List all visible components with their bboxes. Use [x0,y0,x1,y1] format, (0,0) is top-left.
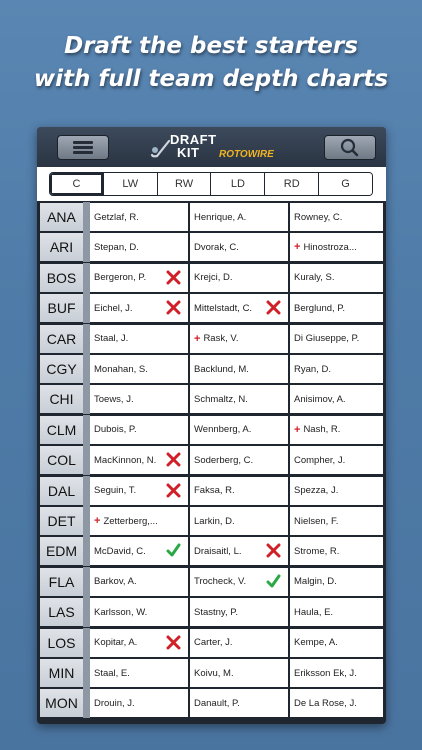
team-label[interactable]: ANA [40,203,83,231]
player-name: Wennberg, A. [194,424,252,436]
player-name: Henrique, A. [194,211,247,223]
player-cell[interactable] [290,294,383,322]
row-divider [83,384,90,414]
player-name: Zetterberg,... [103,515,158,527]
player-cell[interactable] [190,659,288,687]
team-label[interactable]: BOS [40,264,83,292]
row-divider [83,628,90,658]
player-cell[interactable] [90,385,188,413]
row-divider [83,658,90,688]
my-pick-check-icon [266,574,281,589]
team-row-los [37,628,386,657]
player-cell[interactable] [290,416,383,444]
player-cell[interactable] [190,477,288,505]
player-name: Barkov, A. [94,576,137,588]
player-cell[interactable] [290,385,383,413]
team-label[interactable]: MIN [40,659,83,687]
player-cell[interactable] [90,629,188,657]
row-divider [83,536,90,566]
player-name: Danault, P. [194,697,240,709]
player-name: Anisimov, A. [294,393,346,405]
player-cell[interactable] [190,416,288,444]
drafted-x-icon [166,483,181,498]
team-row-dal [37,476,386,505]
player-cell[interactable] [290,355,383,383]
player-name: Soderberg, C. [194,454,254,466]
player-name: Eichel, J. [94,302,133,314]
player-name: De La Rose, J. [294,697,357,709]
row-divider [83,506,90,536]
logo-brand-text: ROTOWIRE [219,149,274,160]
team-row-mon [37,688,386,717]
row-divider [83,445,90,475]
tab-g[interactable]: G [318,173,372,195]
player-name: Spezza, J. [294,485,339,497]
player-name: Koivu, M. [194,667,234,679]
team-label[interactable]: LAS [40,598,83,626]
player-cell[interactable] [90,355,188,383]
player-cell[interactable] [90,446,188,474]
player-name: Krejci, D. [194,272,233,284]
row-divider [83,597,90,627]
player-name: Kempe, A. [294,637,338,649]
team-row-las [37,597,386,626]
team-label[interactable]: ARI [40,233,83,261]
player-name: Dubois, P. [94,424,137,436]
player-name: Schmaltz, N. [194,393,248,405]
player-name: Larkin, D. [194,515,235,527]
player-name: Staal, E. [94,667,130,679]
drafted-x-icon [166,635,181,650]
team-row-clm [37,415,386,444]
player-cell[interactable] [190,507,288,535]
team-row-buf [37,293,386,322]
player-cell[interactable] [290,446,383,474]
player-cell[interactable] [90,537,188,565]
row-divider [83,293,90,323]
player-cell[interactable] [290,537,383,565]
player-name: Rowney, C. [294,211,343,223]
injury-plus-icon: + [294,241,301,254]
player-cell[interactable] [90,568,188,596]
team-label[interactable]: CAR [40,325,83,353]
player-cell[interactable] [90,689,188,717]
player-name: McDavid, C. [94,545,146,557]
player-cell[interactable] [90,659,188,687]
player-name: Bergeron, P. [94,272,147,284]
tab-lw[interactable]: LW [103,173,157,195]
team-label[interactable]: FLA [40,568,83,596]
row-divider [83,354,90,384]
position-segmented-control [49,172,373,196]
player-cell[interactable] [190,537,288,565]
team-label[interactable]: EDM [40,537,83,565]
row-divider [83,232,90,262]
team-label[interactable]: LOS [40,629,83,657]
team-label[interactable]: MON [40,689,83,717]
player-cell[interactable] [90,598,188,626]
player-name: Di Giuseppe, P. [294,333,360,345]
player-cell[interactable] [290,598,383,626]
injury-plus-icon: + [294,423,301,436]
row-divider [83,202,90,232]
player-name: Mittelstadt, C. [194,302,253,314]
search-button[interactable] [324,135,376,160]
drafted-x-icon [166,270,181,285]
player-cell[interactable] [290,264,383,292]
row-divider [83,263,90,293]
tab-c[interactable]: C [50,173,103,195]
player-cell[interactable] [190,385,288,413]
app-screen [37,127,386,724]
player-cell[interactable] [190,294,288,322]
team-row-fla [37,567,386,596]
team-row-bos [37,263,386,292]
player-cell[interactable] [90,507,188,535]
team-row-ana [37,202,386,231]
nav-bar [37,127,386,167]
team-row-col [37,445,386,474]
player-cell[interactable] [190,568,288,596]
player-cell[interactable] [90,325,188,353]
player-name: Draisaitl, L. [194,545,242,557]
player-name: Drouin, J. [94,697,135,709]
player-name: Hinostroza... [303,241,357,253]
team-label[interactable]: BUF [40,294,83,322]
player-cell[interactable] [90,294,188,322]
player-cell[interactable] [290,233,383,261]
player-name: Monahan, S. [94,363,148,375]
player-name: Haula, E. [294,606,334,618]
headline-line-2: with full team depth charts [33,66,389,92]
row-divider [83,476,90,506]
player-cell[interactable] [290,477,383,505]
player-name: Toews, J. [94,393,134,405]
player-name: Staal, J. [94,333,129,345]
team-row-min [37,658,386,687]
player-cell[interactable] [190,355,288,383]
player-name: Kuraly, S. [294,272,335,284]
player-name: Rask, V. [203,333,239,345]
menu-button[interactable] [57,135,109,160]
player-cell[interactable] [190,689,288,717]
logo-kit-text: KIT [177,145,200,160]
player-name: Eriksson Ek, J. [294,667,357,679]
player-cell[interactable] [90,233,188,261]
player-name: Karlsson, W. [94,606,148,618]
player-cell[interactable] [190,629,288,657]
player-name: Ryan, D. [294,363,331,375]
player-name: Faksa, R. [194,485,235,497]
row-divider [83,415,90,445]
my-pick-check-icon [166,543,181,558]
team-label[interactable]: CHI [40,385,83,413]
team-label[interactable]: DET [40,507,83,535]
drafted-x-icon [166,300,181,315]
player-cell[interactable] [290,629,383,657]
tab-rw[interactable]: RW [157,173,211,195]
player-cell[interactable] [290,507,383,535]
search-icon [325,136,375,159]
player-cell[interactable] [290,325,383,353]
drafted-x-icon [166,452,181,467]
player-name: Stastny, P. [194,606,239,618]
team-row-cgy [37,354,386,383]
player-cell[interactable] [90,203,188,231]
player-name: Nash, R. [303,424,341,436]
draft-kit-logo [149,133,274,163]
row-divider [83,688,90,718]
team-label[interactable]: DAL [40,477,83,505]
promo-headline [0,30,422,96]
drafted-x-icon [266,543,281,558]
player-cell[interactable] [290,203,383,231]
player-cell[interactable] [90,416,188,444]
player-name: Backlund, M. [194,363,249,375]
player-name: Kopitar, A. [94,637,138,649]
player-name: Stepan, D. [94,241,139,253]
player-cell[interactable] [190,446,288,474]
player-cell[interactable] [190,325,288,353]
player-name: Malgin, D. [294,576,337,588]
drafted-x-icon [266,300,281,315]
injury-plus-icon: + [194,332,201,345]
tab-ld[interactable]: LD [210,173,264,195]
player-name: Trocheck, V. [194,576,247,588]
team-row-det [37,506,386,535]
player-name: Dvorak, C. [194,241,239,253]
player-name: Nielsen, F. [294,515,339,527]
player-name: Seguin, T. [94,485,137,497]
row-divider [83,324,90,354]
player-cell[interactable] [190,203,288,231]
tab-rd[interactable]: RD [264,173,318,195]
player-name: Getzlaf, R. [94,211,139,223]
player-cell[interactable] [290,689,383,717]
player-cell[interactable] [290,659,383,687]
team-label[interactable]: COL [40,446,83,474]
player-cell[interactable] [190,233,288,261]
team-row-chi [37,384,386,413]
logo-draft-text: DRAFT [170,132,217,147]
player-cell[interactable] [90,264,188,292]
injury-plus-icon: + [94,515,101,527]
team-label[interactable]: CLM [40,416,83,444]
player-name: Strome, R. [294,545,340,557]
player-cell[interactable] [90,477,188,505]
player-name: Carter, J. [194,637,233,649]
player-cell[interactable] [190,264,288,292]
player-cell[interactable] [190,598,288,626]
team-row-edm [37,536,386,565]
player-name: Berglund, P. [294,302,346,314]
team-row-ari [37,232,386,261]
team-label[interactable]: CGY [40,355,83,383]
player-cell[interactable] [290,568,383,596]
player-name: Compher, J. [294,454,346,466]
row-divider [83,567,90,597]
headline-line-1: Draft the best starters [64,33,358,59]
player-name: MacKinnon, N. [94,454,157,466]
team-row-car [37,324,386,353]
